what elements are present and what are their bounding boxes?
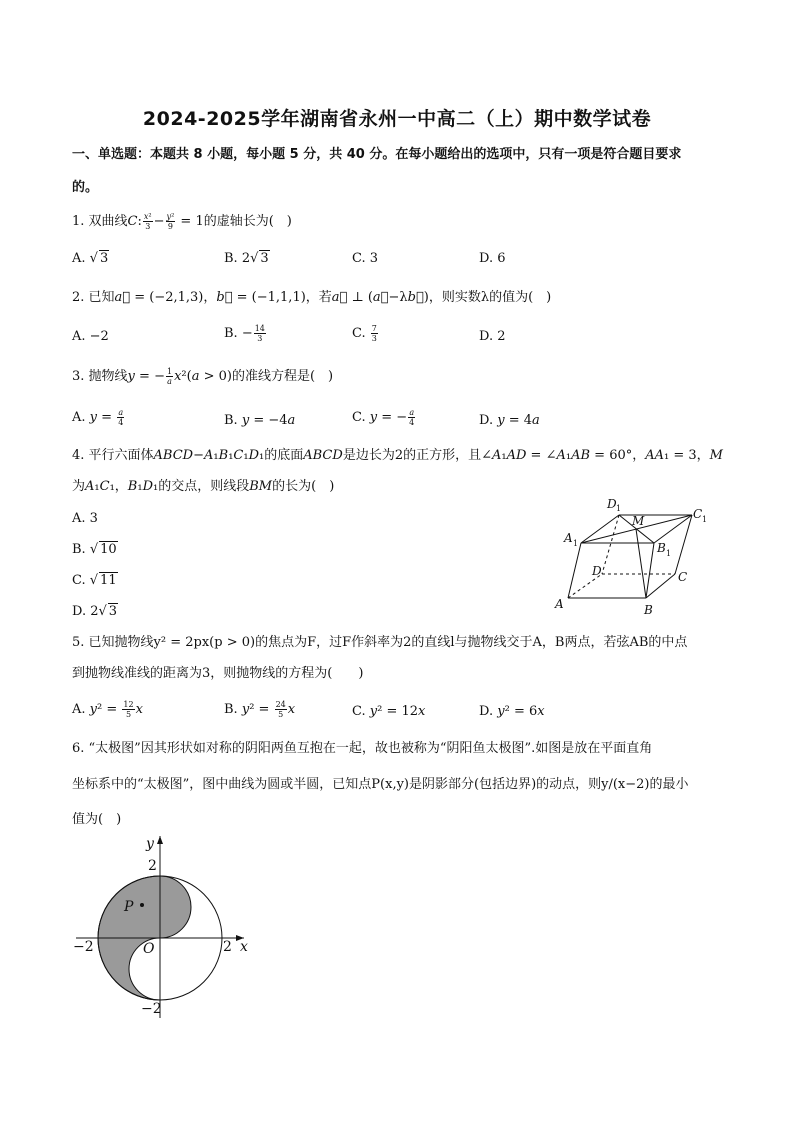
shaded-upper-region [98,876,191,938]
label-D: D [592,564,602,578]
label-A1: A [564,531,573,545]
label-C1: C [693,507,703,521]
q3-prefix: 3. 抛物线 [72,369,128,384]
question-2: 2. 已知a⃗ = (−2,1,3)，b⃗ = (−1,1,1)，若a⃗ ⊥ (a⃗−λb⃗)，则实数λ的值为( ) [72,290,552,305]
question-4-line2: 为A₁C₁，B₁D₁的交点，则线段BM的长为( ) [72,479,335,494]
q2-option-b: B. − $\frac{14}{3}$ [224,324,265,343]
parallelepiped-figure [550,492,720,618]
exam-title: 2024-2025学年湖南省永州一中高二（上）期中数学试卷 [142,108,652,130]
q1-prefix: 1. 双曲线 [72,214,128,229]
q1-option-c: C. 3 [352,251,379,266]
q4-prefix: 4. 平行六面体 [72,448,154,463]
question-6-line3: 值为( ) [72,812,122,827]
svg-text:1: 1 [616,504,622,513]
label-2-right: 2 [223,939,232,955]
q4-mid2: 是边长为2的正方形，且 [342,448,482,463]
q2-suffix: ，则实数λ的值为( ) [428,290,552,305]
question-5-line2: 到抛物线准线的距离为3，则抛物线的方程为( ) [72,666,364,681]
q4-option-b: B. √ 10 [72,542,117,557]
q4-line2-prefix: 为 [72,479,86,494]
question-5-line1: 5. 已知抛物线y² = 2px(p > 0)的焦点为F，过F作斜率为2的直线l与抛物线交于A，B两点，若弦AB的中点 [72,635,688,650]
y-axis-arrow [157,836,163,844]
q1-option-a: A. √ 3 [72,251,109,266]
label-M: M [632,514,645,528]
label-neg2-bottom: −2 [141,1001,162,1017]
q4-line2-suffix: 的交点，则线段 [158,479,250,494]
svg-text:1: 1 [702,515,708,524]
q1-option-d: D. 6 [479,251,506,266]
label-C: C [678,570,688,584]
q4-line2-end: 的长为( ) [272,479,335,494]
q4-option-d: D. 2√ 3 [72,604,118,619]
label-B: B [644,603,653,617]
q2-option-a: A. −2 [72,329,109,344]
q2-option-d: D. 2 [479,329,506,344]
question-4-line1: 4. 平行六面体ABCD−A₁B₁C₁D₁的底面ABCD是边长为2的正方形，且∠A₁AD = ∠A₁AB = 60°，AA₁ = 3，M [72,448,723,463]
label-neg2-left: −2 [73,939,94,955]
label-2-top: 2 [148,858,157,874]
q2-prefix: 2. 已知 [72,290,115,305]
section-heading: 一、单选题：本题共 8 小题，每小题 5 分，共 40 分。在每小题给出的选项中，只有一项是符合题目要求 [72,147,682,162]
q4-option-c: C. √ 11 [72,573,117,588]
q1-suffix: 的虚轴长为( ) [203,214,292,229]
q3-suffix: 的准线方程是( ) [231,369,334,384]
question-1: 1. 双曲线C: $\frac{\text{x²}}{3}$ − $\frac{\text{y²}}{9}$ = 1的虚轴长为( ) [72,212,292,231]
label-B1: B [657,541,666,555]
q3-option-d: D. y = 4a [479,413,540,428]
label-x: x [240,939,248,955]
q3-option-a: A. y = $\frac{a}{4}$ [72,408,124,427]
svg-text:1: 1 [666,549,672,558]
q4-mid: 的底面 [264,448,304,463]
label-y: y [146,836,154,852]
q2-option-c: C. $\frac{7}{3}$ [352,324,377,343]
label-O: O [143,941,155,957]
question-6-line1: 6. “太极图”因其形状如对称的阴阳两鱼互抱在一起，故也被称为“阴阳鱼太极图”.如图是放在平面直角 [72,741,653,756]
label-P: P [124,899,134,915]
q5-option-a: A. y² = $\frac{12}{5}$ x [72,700,143,719]
svg-text:1: 1 [573,539,579,548]
q5-option-c: C. y² = 12x [352,704,426,719]
taiji-figure [68,830,258,1026]
q1-option-b: B. 2√ 3 [224,251,269,266]
q4-option-a: A. 3 [72,511,98,526]
label-A: A [555,597,564,611]
q5-option-b: B. y² = $\frac{24}{5}$ x [224,700,296,719]
question-6-line2: 坐标系中的“太极图”，图中曲线为圆或半圆，已知点P(x,y)是阴影部分(包括边界)的动点，则y/(x−2)的最小 [72,777,689,792]
q3-option-b: B. y = −4a [224,413,296,428]
section-heading-cont: 的。 [72,180,99,195]
point-p [140,903,144,907]
q5-option-d: D. y² = 6x [479,704,545,719]
label-D1: D [607,497,617,511]
question-3: 3. 抛物线y = − $\frac{1}{a}$ x²(a > 0)的准线方程是( ) [72,367,334,386]
q3-option-c: C. y = − $\frac{a}{4}$ [352,408,415,427]
